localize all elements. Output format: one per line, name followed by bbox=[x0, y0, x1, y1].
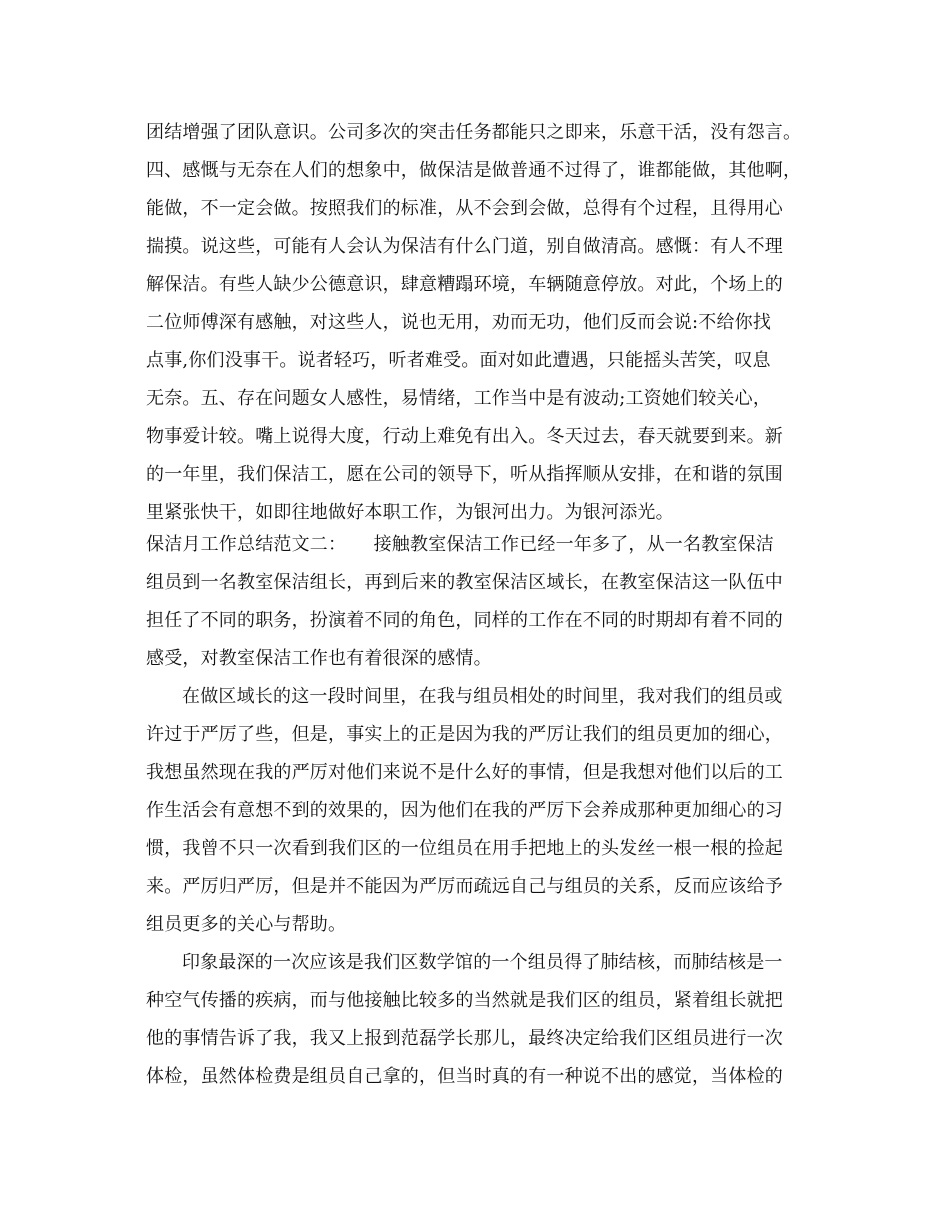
text-line: 体检，虽然体检费是组员自己拿的，但当时真的有一种说不出的感觉，当体检的 bbox=[146, 1066, 783, 1087]
paragraph-first-line: 在做区域长的这一段时间里，在我与组员相处的时间里，我对我们的组员或 bbox=[182, 686, 783, 707]
text-line: 组员到一名教室保洁组长，再到后来的教室保洁区域长，在教室保洁这一队伍中 bbox=[146, 572, 783, 593]
text-line: 来。严厉归严厉，但是并不能因为严厉而疏远自己与组员的关系，反而应该给予 bbox=[146, 876, 783, 897]
text-line: 揣摸。说这些，可能有人会认为保洁有什么门道，别自做清高。感慨：有人不理 bbox=[146, 236, 783, 257]
text-line: 他的事情告诉了我，我又上报到范磊学长那儿，最终决定给我们区组员进行一次 bbox=[146, 1028, 783, 1049]
text-line: 能做，不一定会做。按照我们的标准，从不会到会做，总得有个过程，且得用心 bbox=[146, 198, 783, 219]
text-line: 团结增强了团队意识。公司多次的突击任务都能只之即来，乐意干活，没有怨言。 bbox=[146, 122, 802, 143]
text-line: 二位师傅深有感触，对这些人，说也无用，劝而无功，他们反而会说:不给你找 bbox=[146, 312, 772, 333]
text-line: 四、感慨与无奈在人们的想象中，做保洁是做普通不过得了，谁都能做，其他啊， bbox=[146, 160, 802, 181]
text-line: 许过于严厉了些，但是，事实上的正是因为我的严厉让我们的组员更加的细心， bbox=[146, 724, 783, 745]
text-line: 解保洁。有些人缺少公德意识，肆意糟蹋环境，车辆随意停放。对此，个场上的 bbox=[146, 274, 783, 295]
text-line: 惯，我曾不只一次看到我们区的一位组员在用手把地上的头发丝一根一根的捡起 bbox=[146, 838, 783, 859]
text-line: 里紧张快干，如即往地做好本职工作，为银河出力。为银河添光。 bbox=[146, 502, 674, 523]
text-line: 感受，对教室保洁工作也有着很深的感情。 bbox=[146, 648, 492, 669]
text-line: 物事爱计较。嘴上说得大度，行动上难免有出入。冬天过去，春天就要到来。新 bbox=[146, 426, 783, 447]
text-line: 的一年里，我们保洁工，愿在公司的领导下，听从指挥顺从安排，在和谐的氛围 bbox=[146, 464, 783, 485]
section-heading-line: 保洁月工作总结范文二： 接触教室保洁工作已经一年多了，从一名教室保洁 bbox=[146, 534, 774, 555]
text-line: 担任了不同的职务，扮演着不同的角色，同样的工作在不同的时期却有着不同的 bbox=[146, 610, 783, 631]
paragraph-first-line: 印象最深的一次应该是我们区数学馆的一个组员得了肺结核，而肺结核是一 bbox=[182, 952, 783, 973]
text-line: 作生活会有意想不到的效果的，因为他们在我的严厉下会养成那种更加细心的习 bbox=[146, 800, 783, 821]
text-line: 点事,你们没事干。说者轻巧，听者难受。面对如此遭遇，只能摇头苦笑，叹息 bbox=[146, 350, 771, 371]
text-line: 组员更多的关心与帮助。 bbox=[146, 914, 347, 935]
text-line: 无奈。五、存在问题女人感性，易情绪，工作当中是有波动;工资她们较关心， bbox=[146, 388, 772, 409]
text-line: 我想虽然现在我的严厉对他们来说不是什么好的事情，但是我想对他们以后的工 bbox=[146, 762, 783, 783]
text-line: 种空气传播的疾病，而与他接触比较多的当然就是我们区的组员，紧着组长就把 bbox=[146, 990, 783, 1011]
